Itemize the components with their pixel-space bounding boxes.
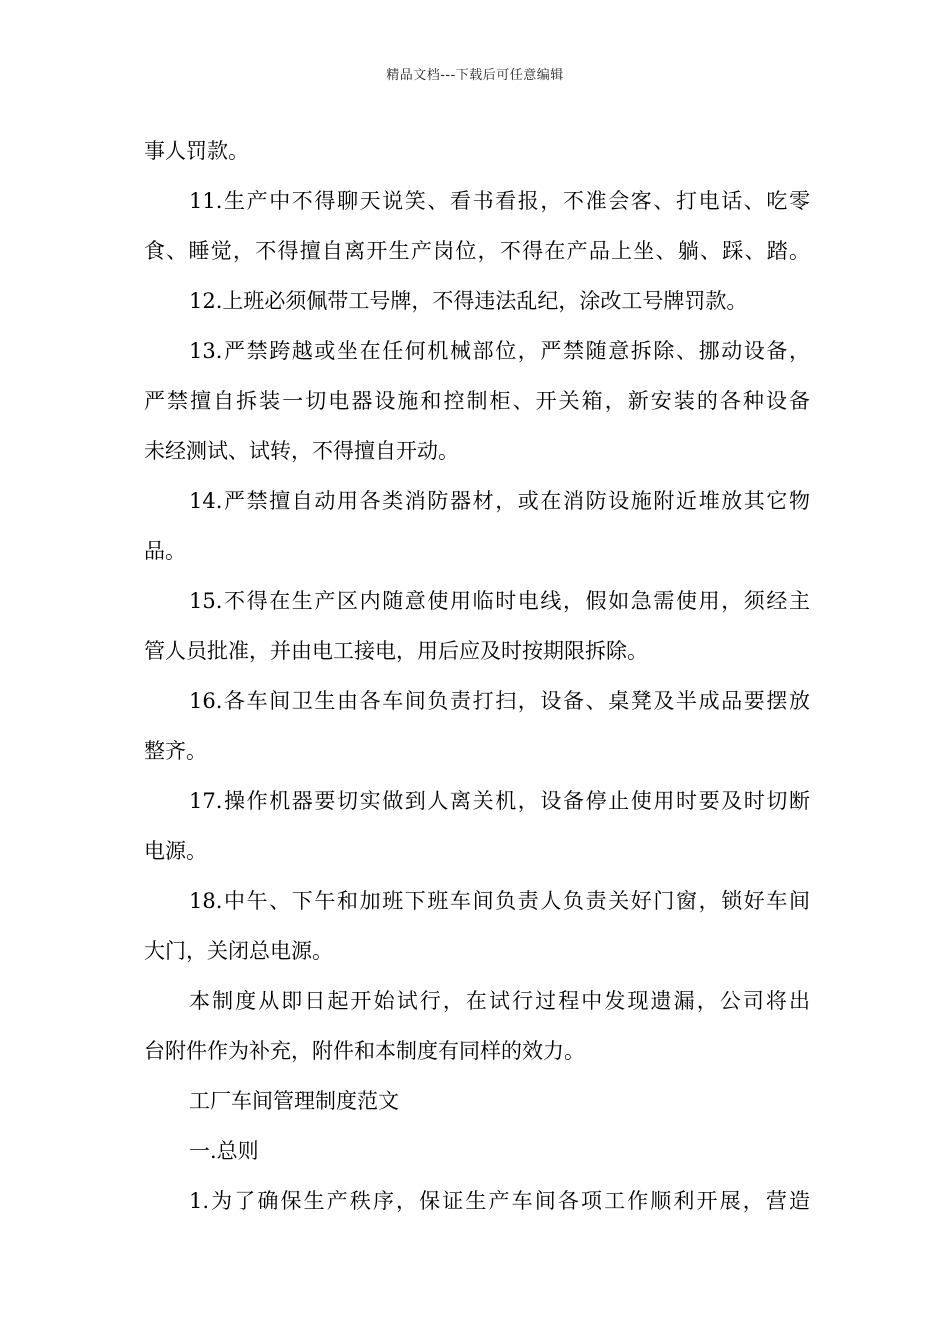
section-heading: 工厂车间管理制度范文 [189, 1089, 399, 1113]
text-line: 电源。 [144, 839, 207, 863]
text-line: 严禁擅自拆装一切电器设施和控制柜、开关箱，新安装的各种设备 [144, 389, 810, 413]
text-line: 品。 [144, 539, 186, 563]
text-line: 未经测试、试转，不得擅自开动。 [144, 439, 459, 463]
text-line: 17.操作机器要切实做到人离关机，设备停止使用时要及时切断 [189, 789, 810, 813]
text-line: 1.为了确保生产秩序，保证生产车间各项工作顺利开展，营造 [189, 1189, 810, 1213]
section-heading: 一.总则 [189, 1139, 259, 1163]
page-header-watermark: 精品文档---下载后可任意编辑 [386, 68, 564, 83]
text-line: 台附件作为补充，附件和本制度有同样的效力。 [144, 1039, 585, 1063]
text-line: 食、睡觉，不得擅自离开生产岗位，不得在产品上坐、躺、踩、踏。 [144, 239, 810, 263]
text-line: 管人员批准，并由电工接电，用后应及时按期限拆除。 [144, 639, 648, 663]
text-line: 事人罚款。 [144, 139, 249, 163]
text-line: 15.不得在生产区内随意使用临时电线，假如急需使用，须经主 [189, 589, 810, 613]
text-line: 大门，关闭总电源。 [144, 939, 333, 963]
text-line: 本制度从即日起开始试行，在试行过程中发现遗漏，公司将出 [189, 989, 810, 1013]
text-line: 16.各车间卫生由各车间负责打扫，设备、桌凳及半成品要摆放 [189, 689, 810, 713]
text-line: 12.上班必须佩带工号牌，不得违法乱纪，涂改工号牌罚款。 [189, 289, 748, 313]
text-line: 整齐。 [144, 739, 207, 763]
text-line: 13.严禁跨越或坐在任何机械部位，严禁随意拆除、挪动设备， [189, 339, 810, 363]
text-line: 11.生产中不得聊天说笑、看书看报，不准会客、打电话、吃零 [189, 189, 810, 213]
text-line: 18.中午、下午和加班下班车间负责人负责关好门窗，锁好车间 [189, 889, 810, 913]
text-line: 14.严禁擅自动用各类消防器材，或在消防设施附近堆放其它物 [189, 489, 810, 513]
document-body [144, 126, 810, 1226]
